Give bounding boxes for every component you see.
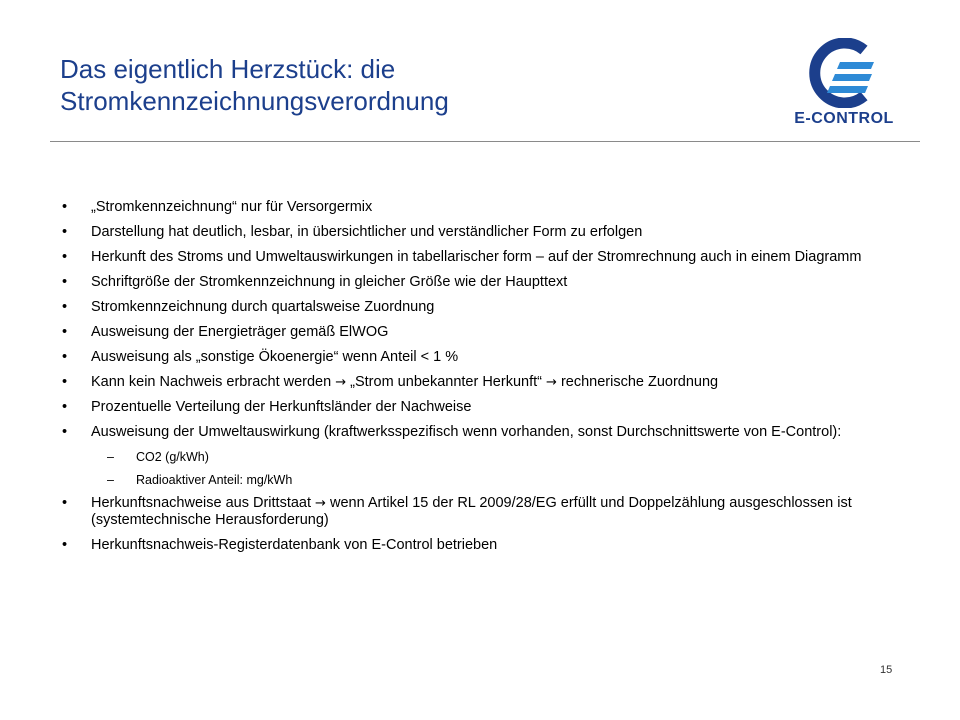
bullet-item bbox=[62, 374, 892, 391]
bullet-item bbox=[62, 249, 892, 266]
bullet-item bbox=[62, 224, 892, 241]
bullet-marker: • bbox=[62, 199, 68, 215]
bullet-item bbox=[62, 399, 892, 416]
bullet-item bbox=[62, 324, 892, 341]
bullet-text: Herkunftsnachweise aus Drittstaat bbox=[91, 495, 312, 511]
bullet-list bbox=[62, 199, 892, 562]
bullet-marker: • bbox=[62, 537, 68, 553]
slide-title-line-2: Stromkennzeichnungsverordnung bbox=[60, 86, 449, 116]
bullet-marker: • bbox=[62, 374, 68, 390]
arrow-right-icon: → bbox=[335, 375, 347, 390]
bullet-text: „Stromkennzeichnung“ nur für Versorgermix bbox=[91, 199, 373, 215]
bullet-item bbox=[62, 495, 892, 529]
bullet-item bbox=[62, 537, 892, 554]
bullet-text: Ausweisung der Umweltauswirkung (kraftwerksspezifisch wenn vorhanden, sonst Durchschnittswerte von E-Control): bbox=[91, 424, 842, 440]
bullet-marker: • bbox=[62, 274, 68, 290]
e-control-logo-mark bbox=[780, 38, 908, 108]
bullet-marker: • bbox=[62, 424, 68, 440]
title-divider bbox=[50, 141, 920, 142]
bullet-marker: • bbox=[62, 299, 68, 315]
bullet-item bbox=[62, 349, 892, 366]
bullet-item bbox=[62, 424, 892, 441]
arrow-right-icon: → bbox=[315, 496, 326, 511]
bullet-text: Schriftgröße der Stromkennzeichnung in gleicher Größe wie der Haupttext bbox=[91, 274, 568, 290]
bullet-marker: • bbox=[62, 324, 68, 340]
e-control-logo bbox=[780, 38, 908, 130]
bullet-item bbox=[62, 274, 892, 291]
sub-bullet-item bbox=[62, 472, 892, 488]
bullet-marker: • bbox=[62, 399, 68, 415]
sub-bullet-item bbox=[62, 449, 892, 465]
e-control-logo-text: E-CONTROL bbox=[794, 110, 894, 127]
dash-marker: – bbox=[107, 473, 114, 487]
bullet-item bbox=[62, 199, 892, 216]
bullet-text: Herkunftsnachweis-Registerdatenbank von E-Control betrieben bbox=[91, 537, 498, 553]
bullet-marker: • bbox=[62, 349, 68, 365]
dash-marker: – bbox=[107, 450, 114, 464]
bullet-text: Herkunft des Stroms und Umweltauswirkungen in tabellarischer form – auf der Stromrechnung auch in einem Diagramm bbox=[91, 249, 862, 265]
arrow-right-icon: → bbox=[546, 375, 557, 390]
bullet-marker: • bbox=[62, 495, 68, 511]
bullet-text: Prozentuelle Verteilung der Herkunftsländer der Nachweise bbox=[91, 399, 472, 415]
slide-title bbox=[60, 53, 780, 117]
bullet-text: Ausweisung der Energieträger gemäß ElWOG bbox=[91, 324, 389, 340]
bullet-text: wenn Artikel 15 der RL 2009/28/EG erfüllt und Doppelzählung ausgeschlossen ist (systemtechnische Herausforderung) bbox=[91, 495, 852, 528]
sub-bullet-text: Radioaktiver Anteil: mg/kWh bbox=[136, 473, 293, 487]
page-number: 15 bbox=[880, 664, 893, 676]
bullet-text: Kann kein Nachweis erbracht werden bbox=[91, 374, 332, 390]
bullet-text: Stromkennzeichnung durch quartalsweise Zuordnung bbox=[91, 299, 435, 315]
bullet-marker: • bbox=[62, 249, 68, 265]
bullet-marker: • bbox=[62, 224, 68, 240]
slide-title-line-1: Das eigentlich Herzstück: die bbox=[60, 54, 396, 84]
sub-bullet-text: CO2 (g/kWh) bbox=[136, 450, 209, 464]
bullet-text: „Strom unbekannter Herkunft“ bbox=[350, 374, 542, 390]
bullet-text: Ausweisung als „sonstige Ökoenergie“ wenn Anteil < 1 % bbox=[91, 349, 459, 365]
bullet-text: rechnerische Zuordnung bbox=[560, 374, 719, 390]
bullet-text: Darstellung hat deutlich, lesbar, in übersichtlicher und verständlicher Form zu erfolgen bbox=[91, 224, 643, 240]
bullet-item bbox=[62, 299, 892, 316]
